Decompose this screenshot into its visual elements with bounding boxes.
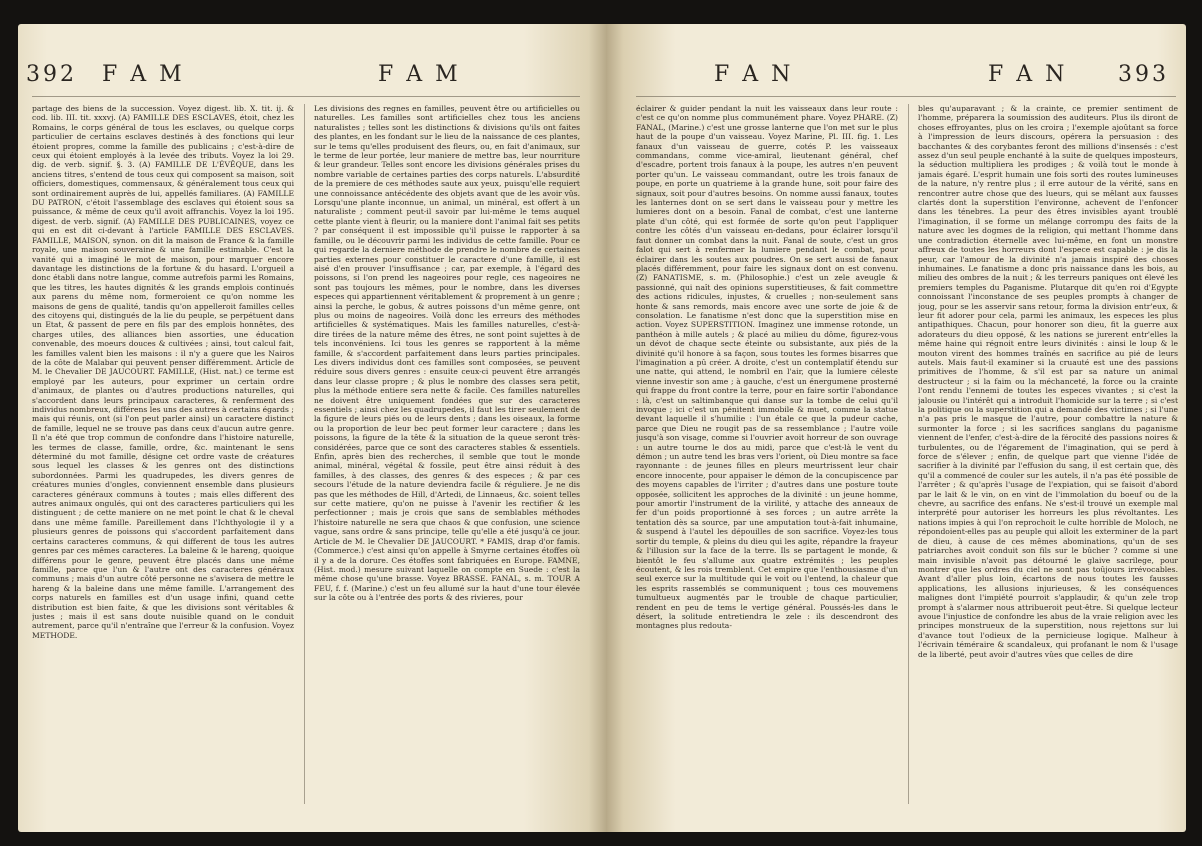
left-column-1 [32,104,294,804]
running-head-left-col1: F A M [102,62,185,87]
header-rule-right [636,96,1176,97]
running-head-right-col1: F A N [714,62,794,87]
page-number-right: 393 [1118,62,1169,87]
column-rule-right [908,104,909,804]
left-column-2 [314,104,580,804]
right-column-1 [636,104,898,804]
left-page [18,24,606,832]
right-column-1-text: éclairer & guider pendant la nuit les vaisseaux dans leur route : c'est ce qu'on nomme plus communément phare. Voyez PHARE. (Z) FANAL, (Marine.) c'est une grosse lanterne que l'on met sur le plus haut de la poupe d'un vaisseau. Voyez Marine, Pl. III. fig. 1. Les fanaux d'un vaisseau de guerre, cotés P. les vaisseaux commandans, comme vice-amiral, lieutenant général, chef d'escadre, portent trois fanaux à la poupe, les autres n'en peuvent porter qu'un. Le vaisseau commandant, outre les trois fanaux de poupe, en porte un quatrieme à la grande hune, soit pour faire des signaux, soit pour d'autres besoins. On nomme aussi fanaux, toutes les lanternes dont on se sert dans le vaisseau pour y mettre les lumieres dont on a besoin. Fanal de combat, c'est une lanterne plate d'un côté, qui est formée de sorte qu'on peut l'appliquer contre les côtés d'un vaisseau en-dedans, pour éclairer lorsqu'il faut donner un combat dans la nuit. Fanal de soute, c'est un gros falot qui sert à renfermer la lumiere pendant le combat, pour éclairer dans les soutes aux poudres. On se sert aussi de fanaux placés différemment, pour faire les signaux dont on est convenu. (Z) FANATISME, s. m. (Philosophie.) c'est un zele aveugle & passionné, qui naît des opinions superstitieuses, & fait commettre des actions ridicules, injustes, & cruelles ; non-seulement sans honte & sans remords, mais encore avec une sorte de joie & de consolation. Le fanatisme n'est donc que la superstition mise en action. Voyez SUPERSTITION. Imaginez une immense rotonde, un panthéon à mille autels ; & placé au milieu du dôme, figurez-vous un dévot de chaque secte éteinte ou subsistante, aux piés de la divinité qu'il honore à sa façon, sous toutes les formes bisarres que l'imagination a pû créer. A droite, c'est un contemplatif étendu sur une natte, qui attend, le nombril en l'air, que la lumiere céleste vienne investir son ame ; à gauche, c'est un énergumene prosterné qui frappe du front contre la terre, pour en faire sortir l'abondance : là, c'est un saltimbanque qui danse sur la tombe de celui qu'il invoque ; ici c'est un pénitent immobile & muet, comme la statue devant laquelle il s'humilie : l'un étale ce que la pudeur cache, parce que Dieu ne rougit pas de sa ressemblance ; l'autre voile jusqu'à son visage, comme si l'ouvrier avoit horreur de son ouvrage : un autre tourne le dos au midi, parce que c'est-là le vent du démon ; un autre tend les bras vers l'orient, où Dieu montre sa face rayonnante : de jeunes filles en pleurs meurtrissent leur chair encore innocente, pour appaiser le démon de la concupiscence par des moyens capables de l'irriter ; d'autres dans une posture toute opposée, sollicitent les approches de la divinité : un jeune homme, pour amortir l'instrument de la virilité, y attache des anneaux de fer d'un poids proportionné à ses forces ; un autre arrête la tentation dès sa source, par une amputation tout-à-fait inhumaine, & suspend à l'autel les dépouilles de son sacrifice. Voyez-les tous sortir du temple, & pleins du dieu qui les agite, répandre la frayeur & l'illusion sur la face de la terre. Ils se partagent le monde, & bientôt le feu s'allume aux quatre extrémités ; les peuples écoutent, & les rois tremblent. Cet empire que l'enthousiasme d'un seul exerce sur la multitude qui le voit ou l'entend, la chaleur que les esprits rassemblés se communiquent ; tous ces mouvemens tumultueux augmentés par le trouble de chaque particulier, rendent en peu de tems le vertige général. Poussés-les dans le désert, la solitude entretiendra le zele : ils descendront des montagnes plus redouta- [636,104,898,631]
book-spread [18,24,1186,832]
right-page [606,24,1186,832]
right-column-2 [918,104,1178,804]
left-column-1-text: partage des biens de la succession. Voyez digest. lib. X. tit. ij. & cod. lib. III. tit. xxxvj. (A) FAMILLE DES ESCLAVES, étoit, chez les Romains, le corps général de tous les esclaves, ou quelque corps particulier de certains esclaves destinés à des fonctions qui leur étoient propres, comme la famille des publicains ; c'est-à-dire de ceux qui étoient employés à la levée des tributs. Voyez la loi 29. dig. de verb. signif. §. 3. (A) FAMILLE DE L'ÉVÊQUE, dans les anciens titres, s'entend de tous ceux qui composent sa maison, soit officiers, domestiques, commensaux, & généralement tous ceux qui sont ordinairement auprès de lui, appellés familiares. (A) FAMILLE DU PATRON, c'étoit l'assemblage des esclaves qui étoient sous sa puissance, & même de ceux qu'il avoit affranchis. Voyez la loi 195. digest. de verb. signif. (A) FAMILLE DES PUBLICAINES, voyez ce qui en est dit ci-devant à l'article FAMILLE DES ESCLAVES. FAMILLE, MAISON, synon. on dit la maison de France & la famille royale, une maison souveraine & une famille estimable. C'est la vanité qui a imaginé le mot de maison, pour marquer encore davantage les distinctions de la fortune & du hasard. L'orgueil a donc établi dans notre langue, comme autrefois parmi les Romains, que les titres, les hautes dignités & les grands emplois continués aux parens du même nom, formeroient ce qu'on nomme les maisons de gens de qualité, tandis qu'on appelleroit familles celles des citoyens qui, distingués de la lie du peuple, se perpétuent dans un Etat, & passent de pere en fils par des emplois honnêtes, des charges utiles, des alliances bien assorties, une éducation convenable, des moeurs douces & cultivées ; ainsi, tout calcul fait, les familles valent bien les maisons : il n'y a guere que les Nairos de la côte de Malabar qui peuvent penser différemment. Article de M. le Chevalier DE JAUCOURT. FAMILLE, (Hist. nat.) ce terme est employé par les auteurs, pour exprimer un certain ordre d'animaux, de plantes ou d'autres productions naturelles, qui s'accordent dans leurs principaux caracteres, & renferment des individus nombreux, différens les uns des autres à certains égards ; mais qui réunis, ont (si l'on peut parler ainsi) un caractere distinct de famille, lequel ne se trouve pas dans ceux d'aucun autre genre. Il n'a été que trop commun de confondre dans l'histoire naturelle, les termes de classe, famille, ordre, &c. maintenant le sens déterminé du mot famille, désigne cet ordre vaste de créatures sous lequel les classes & les genres ont des distinctions subordonnées. Parmi les quadrupedes, les divers genres de créatures munies d'ongles, conviennent ensemble dans plusieurs caracteres généraux communs à toutes ; mais elles different des autres animaux ongulés, qui ont des caracteres particuliers qui les distinguent ; de cette maniere on ne met point le chat & le cheval dans une même famille. Pareillement dans l'Ichthyologie il y a plusieurs genres de poissons qui s'accordent parfaitement dans certains caracteres communs, & qui different de tous les autres genres par ces mêmes caracteres. La baleine & le hareng, quoique différens pour le genre, peuvent être placés dans une même famille, parce que l'un & l'autre ont des caracteres généraux communs ; mais d'un autre côté personne ne s'avisera de mettre le hareng & la baleine dans une même famille. L'arrangement des corps naturels en familles est d'un usage infini, quand cette distribution est bien faite, & que les divisions sont véritables & justes ; mais il est sans doute nuisible quand on le conduit autrement, parce qu'il n'entraîne que l'erreur & la confusion. Voyez METHODE. [32,104,294,640]
page-number-left: 392 [26,62,77,87]
right-column-2-text: bles qu'auparavant ; & la crainte, ce premier sentiment de l'homme, préparera la soumission des auditeurs. Plus ils diront de choses effroyantes, plus on les croira ; l'exemple ajoûtant sa force à l'impression de leurs discours, opérera la persuasion : des bacchantes & des corybantes feront des millions d'insensés : c'est assez d'un seul peuple enchanté à la suite de quelques imposteurs, la séduction multipliera les prodiges ; & voilà tout le monde à jamais égaré. L'esprit humain une fois sorti des routes lumineuses de la nature, n'y rentre plus ; il erre autour de la vérité, sans en rencontrer autre chose que des lueurs, qui se mêlant aux fausses clartés dont la superstition l'environne, achevent de l'enfoncer dans les ténebres. La peur des êtres invisibles ayant troublé l'imagination, il se forme un mélange corrompu des faits de la nature avec les dogmes de la religion, qui mettant l'homme dans une contradiction éternelle avec lui-même, en font un monstre affreux de toutes les horreurs dont l'espece est capable : je dis la peur, car l'amour de la divinité n'a jamais inspiré des choses inhumaines. Le fanatisme a donc pris naissance dans les bois, au milieu des ombres de la nuit ; & les terreurs paniques ont élevé les premiers temples du Paganisme. Plutarque dit qu'en roi d'Egypte connoissant l'inconstance de ses peuples prompts à changer de joug, pour se les asservir sans retour, forma la division entr'eux, & leur fit adorer pour cela, parmi les animaux, les especes les plus antipathiques. Chacun, pour honorer son dieu, fit la guerre aux adorateurs du dieu opposé, & les nations se jurerent entr'elles la même haine qui régnoit entre leurs divinités : ainsi le loup & le mouton virent des hommes traînés en sacrifice au pié de leurs autels. Mais faut-il examiner si la cruauté est une des passions primitives de l'homme, & s'il est par sa nature un animal destructeur ; si la faim ou la méchanceté, la force ou la crainte l'ont rendu l'ennemi de toutes les especes vivantes ; si c'est la jalousie ou l'intérêt qui a introduit l'homicide sur la terre ; si c'est la politique ou la superstition qui a demandé des victimes ; si l'une n'a pas pris le masque de l'autre, pour combattre la nature & surmonter la force ; si les sacrifices sanglans du paganisme viennent de l'enfer, c'est-à-dire de la férocité des passions noires & turbulentes, ou de l'égarement de l'imagination, qui se perd à force de s'élever ; enfin, de quelque part que vienne l'idée de sacrifier à la divinité par l'effusion du sang, il est certain que, dès qu'il a commencé de couler sur les autels, il n'a pas été possible de l'arrêter ; & qu'après l'usage de l'expiation, qui se faisoit d'abord par le lait & le vin, on en vint de l'immolation du boeuf ou de la chevre, au sacrifice des enfans. Ne s'est-il trouvé un exemple mal interprété pour autoriser les horreurs les plus révoltantes. Les nations impies à qui l'on reprochoit le culte horrible de Moloch, ne répondoient-elles pas au peuple qui alloit les exterminer de la part de dieu, à cause de ces mêmes abominations, qu'un de ses patriarches avoit conduit son fils sur le bûcher ? comme si une main invisible n'avoit pas détourné le glaive sacrilege, pour montrer que les ordres du ciel ne sont pas toûjours irrévocables. Avant d'aller plus loin, écartons de nous toutes les fausses applications, les allusions injurieuses, & les conséquences malignes dont l'impiété pourroit s'applaudir, & qu'un zele trop prompt à s'alarmer nous attribueroit peut-être. Si quelque lecteur avoue l'injustice de confondre les abus de la vraie religion avec les principes monstrueux de la superstition, nous rejettons sur lui d'avance tout l'odieux de la pernicieuse logique. Malheur à l'écrivain téméraire & scandaleux, qui profanant le nom & l'usage de la liberté, peut avoir d'autres vûes que celles de dire [918,104,1178,659]
running-head-left-col2: F A M [378,62,461,87]
running-head-right-col2: F A N [988,62,1068,87]
column-rule-left [304,104,305,804]
header-rule-left [32,96,580,97]
left-column-2-text: Les divisions des regnes en familles, peuvent être ou artificielles ou naturelles. Les familles sont artificielles chez tous les anciens naturalistes ; telles sont les distinctions & divisions qu'ils ont faites des plantes, en les fondant sur le lieu de la naissance de ces plantes, sur le tems qu'elles produisent des fleurs, ou, en fait d'animaux, sur le terme de leur portée, leur maniere de mettre bas, leur nourriture & leur grandeur. Telles sont encore les divisions générales prises du nombre variable de certaines parties des corps naturels. L'absurdité de la premiere de ces méthodes saute aux yeux, puisqu'elle requiert une connoissance antécédente des objets avant que de les avoir vûs. Lorsqu'une plante inconnue, un animal, un minéral, est offert à un naturaliste ; comment peut-il savoir par lui-même le tems auquel cette plante vient à fleurir, ou la maniere dont l'animal fait ses petits ? par conséquent il est impossible qu'il puisse le rapporter à sa famille, ou le découvrir parmi les individus de cette famille. Pour ce qui regarde la derniere méthode de prendre le nombre de certaines parties externes pour constituer le caractere d'une famille, il est aisé d'en prouver l'insuffisance ; car, par exemple, à l'égard des poissons, si l'on prend les nageoires pour regle, ces nageoires ne sont pas toujours les mêmes, pour le nombre, dans les diverses especes qui appartiennent véritablement & proprement à un genre ; ainsi la perche, le gobus, & autres poissons d'un même genre, ont plus ou moins de nageoires. Voilà donc les erreurs des méthodes artificielles & systématiques. Mais les familles naturelles, c'est-à-dire tirées de la nature même des êtres, ne sont point sujettes à de tels inconvéniens. Ici tous les genres se rapportent à la même famille, & s'accordent parfaitement dans leurs parties principales. Les divers individus dont ces familles sont composées, se peuvent réduire sous divers genres : ensuite ceux-ci peuvent être arrangés dans leur classe propre ; & plus le nombre des classes sera petit, plus la méthode entiere sera nette & facile. Ces familles naturelles ne doivent être uniquement fondées que sur des caracteres essentiels ; ainsi chez les quadrupedes, il faut les tirer seulement de la figure de leurs piés ou de leurs dents ; dans les oiseaux, la forme ou la proportion de leur bec peut former leur caractere ; dans les poissons, la figure de la tête & la situation de la queue seront très-considérées, parce que ce sont des caracteres stables & essentiels. Enfin, après bien des recherches, il semble que tout le monde animal, minéral, végétal & fossile, peut être ainsi réduit à des familles, à des classes, des genres & des especes ; & par ces secours l'étude de la nature deviendra facile & réguliere. Je ne dis pas que les méthodes de Hill, d'Artedi, de Linnaeus, &c. soient telles sur cette matiere, qu'on ne puisse à l'avenir les rectifier & les perfectionner ; mais je crois que sans de semblables méthodes l'histoire naturelle ne sera que chaos & que confusion, une science vague, sans ordre & sans principe, telle qu'elle a été jusqu'à ce jour. Article de M. le Chevalier DE JAUCOURT. * FAMIS, drap d'or famis. (Commerce.) c'est ainsi qu'on appelle à Smyrne certaines étoffes où il y a de la dorure. Ces étoffes sont fabriquées en Europe. FAMNE, (Hist. mod.) mesure suivant laquelle on compte en Suede : c'est la même chose qu'une brasse. Voyez BRASSE. FANAL, s. m. TOUR A FEU, f. f. (Marine.) c'est un feu allumé sur la haut d'une tour élevée sur la côte ou à l'entrée des ports & des rivieres, pour [314,104,580,603]
